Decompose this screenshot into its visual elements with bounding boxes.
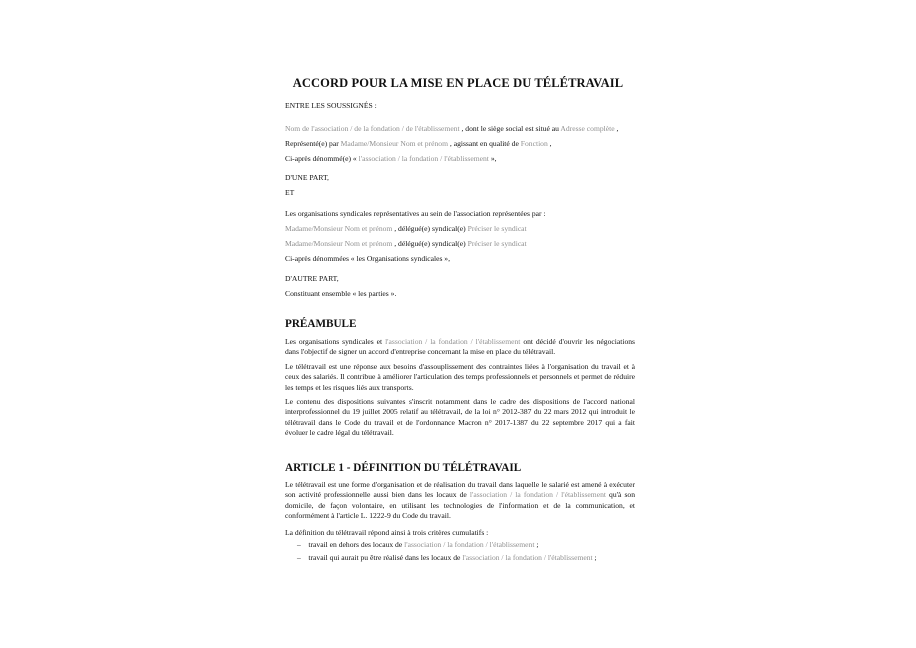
unions-intro: Les organisations syndicales représentatives au sein de l'association représentées par : bbox=[285, 209, 546, 218]
placeholder-union[interactable]: Préciser le syndicat bbox=[467, 239, 527, 248]
party1-line1: Nom de l'association / de la fondation / de l'établissement , dont le siège social est situé au Adresse complète , bbox=[285, 124, 619, 133]
document-title: ACCORD POUR LA MISE EN PLACE DU TÉLÉTRAVAIL bbox=[292, 76, 624, 90]
dash-bullet: – bbox=[297, 540, 301, 549]
unions-named: Ci-après dénommées « les Organisations syndicales », bbox=[285, 254, 450, 263]
placeholder-organization-name[interactable]: Nom de l'association / de la fondation / de l'établissement bbox=[285, 124, 460, 133]
placeholder-representative-name[interactable]: Madame/Monsieur Nom et prénom bbox=[340, 139, 448, 148]
dautre-part-label: D'AUTRE PART, bbox=[285, 274, 339, 283]
placeholder-organization-type[interactable]: l'association / la fondation / l'établissement bbox=[462, 553, 593, 562]
placeholder-delegate-name[interactable]: Madame/Monsieur Nom et prénom bbox=[285, 224, 393, 233]
constituant-line: Constituant ensemble « les parties ». bbox=[285, 289, 397, 298]
dash-bullet: – bbox=[297, 553, 301, 562]
party1-line2: Représenté(e) par Madame/Monsieur Nom et prénom , agissant en qualité de Fonction , bbox=[285, 139, 552, 148]
preambule-paragraph-2: Le télétravail est une réponse aux besoins d'assouplissement des contraintes liées à l'organisation du travail et à ceux des salariés. Il contribue à améliorer l'articulation des temps professionnels et personnels et permet de réduire les temps et les risques liés aux transports. bbox=[285, 362, 635, 392]
entre-label: ENTRE LES SOUSSIGNÉS : bbox=[285, 101, 377, 110]
preambule-heading: PRÉAMBULE bbox=[285, 318, 357, 330]
list-item: – travail qui aurait pu être réalisé dans les locaux de l'association / la fondation / l'établissement ; bbox=[297, 553, 597, 562]
placeholder-function[interactable]: Fonction bbox=[520, 139, 548, 148]
placeholder-organization-type[interactable]: l'association / la fondation / l'établissement bbox=[358, 154, 489, 163]
party1-line3: Ci-après dénommé(e) « l'association / la fondation / l'établissement », bbox=[285, 154, 497, 163]
dune-part-label: D'UNE PART, bbox=[285, 173, 329, 182]
article1-paragraph-1: Le télétravail est une forme d'organisation et de réalisation du travail dans laquelle le salarié est amené à exécuter son activité professionnelle aussi bien dans les locaux de l'association / la fondation / l'établissement qu'à son domicile, de façon volontaire, en utilisant les technologies de l'information et de la communication, et conformément à l'article L. 1222-9 du Code du travail. bbox=[285, 480, 636, 521]
preambule-paragraph-1: Les organisations syndicales et l'association / la fondation / l'établissement ont décidé d'ouvrir les négociations dans l'objectif de signer un accord d'entreprise concernant la mise en place du télétravail. bbox=[285, 337, 635, 357]
placeholder-union[interactable]: Préciser le syndicat bbox=[467, 224, 527, 233]
placeholder-delegate-name[interactable]: Madame/Monsieur Nom et prénom bbox=[285, 239, 393, 248]
preambule-paragraph-3: Le contenu des dispositions suivantes s'inscrit notamment dans le cadre des dispositions de l'accord national interprofessionnel du 19 juillet 2005 relatif au télétravail, de la loi n° 2012-387 du 22 mars 2012 qui introduit le télétravail dans le Code du travail et de l'ordonnance Macron n° 2017-1387 du 22 septembre 2017 qui a fait évoluer le cadre légal du télétravail. bbox=[285, 397, 635, 438]
union-rep-2: Madame/Monsieur Nom et prénom , délégué(e) syndical(e) Préciser le syndicat bbox=[285, 239, 527, 248]
article1-paragraph-2: La définition du télétravail répond ainsi à trois critères cumulatifs : bbox=[285, 528, 489, 537]
placeholder-organization-type[interactable]: l'association / la fondation / l'établissement bbox=[404, 540, 535, 549]
article1-heading: ARTICLE 1 - DÉFINITION DU TÉLÉTRAVAIL bbox=[285, 462, 522, 474]
et-label: ET bbox=[285, 188, 295, 197]
list-item: – travail en dehors des locaux de l'association / la fondation / l'établissement ; bbox=[297, 540, 539, 549]
placeholder-organization-type[interactable]: l'association / la fondation / l'établissement bbox=[469, 490, 606, 500]
placeholder-organization-type[interactable]: l'association / la fondation / l'établissement bbox=[385, 337, 521, 346]
union-rep-1: Madame/Monsieur Nom et prénom , délégué(e) syndical(e) Préciser le syndicat bbox=[285, 224, 527, 233]
placeholder-address[interactable]: Adresse complète bbox=[560, 124, 615, 133]
